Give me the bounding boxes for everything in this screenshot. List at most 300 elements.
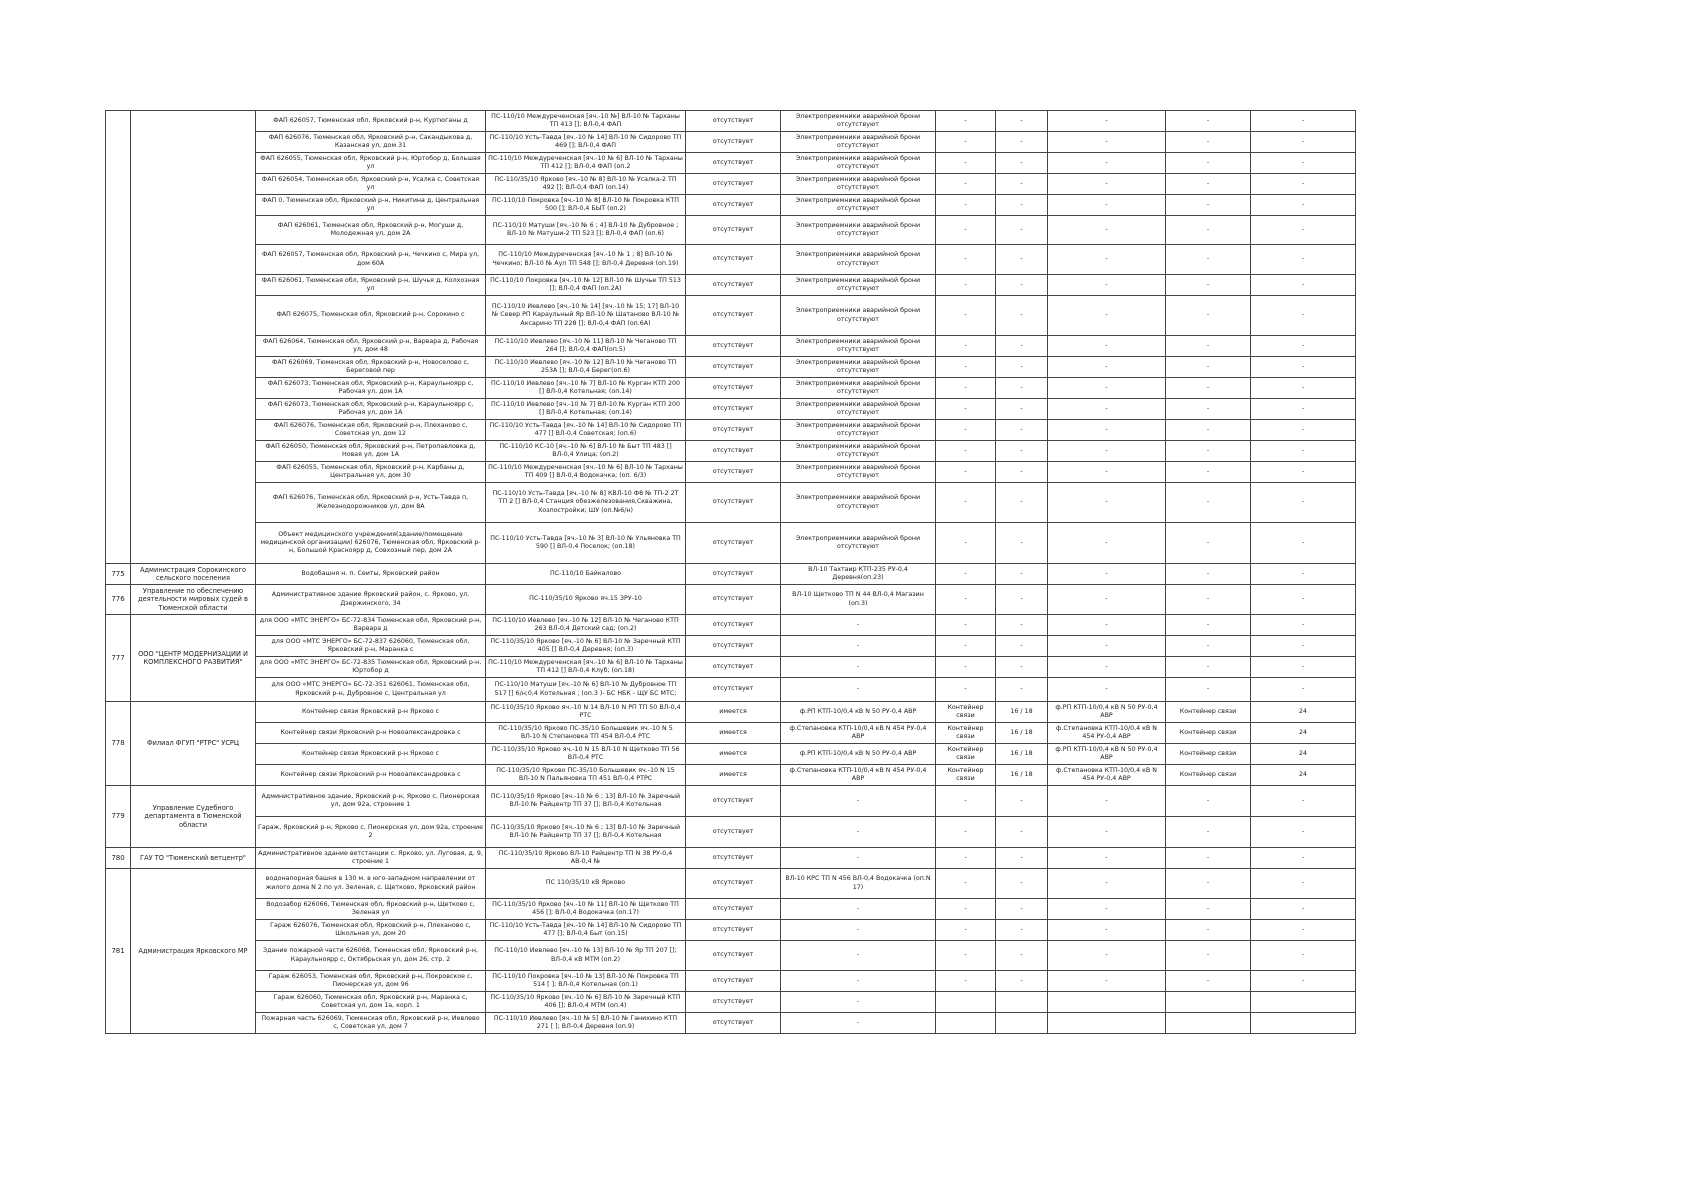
table-cell: - [996,174,1048,195]
table-cell: ПС-110/10 Междуреченская [яч.-10 № 6] ВЛ-10 № Тарханы ТП 412 [] ВЛ-0,4 Клуб; (оп.18) [486,657,686,678]
table-cell: - [1048,245,1166,275]
table-cell: - [1166,817,1251,848]
table-cell: - [1048,153,1166,174]
table-cell: - [1251,462,1356,483]
row-number-cell: 780 [106,848,131,869]
table-cell: - [781,1013,936,1034]
table-cell: ПС-110/35/10 Ярково [яч.-10 № 6 ; 13] ВЛ-10 № Заречный ВЛ-10 № Райцентр ТП 37 []; ВЛ-0,4 Котельная [486,817,686,848]
table-cell: ВЛ-10 Щетково ТП N 44 ВЛ-0,4 Магазин (оп.3) [781,585,936,615]
table-cell: - [936,678,996,702]
table-cell: Административное здание Ярковский район, с. Ярково, ул. Дзержинского, 34 [256,585,486,615]
table-cell: - [1251,615,1356,636]
table-cell: - [781,920,936,941]
table-cell: Контейнер связи [1166,765,1251,786]
table-cell: - [996,869,1048,899]
table-cell: Контейнер связи [1166,723,1251,744]
table-cell: - [1048,336,1166,357]
table-cell: - [1251,378,1356,399]
table-cell: - [1166,378,1251,399]
table-cell: Контейнер связи Ярковский р-н Ярково с [256,702,486,723]
table-cell: ПС-110/35/10 Ярково [яч.-10 № 8] ВЛ-10 № Усалка-2 ТП 492 []; ВЛ-0,4 ФАП (оп.14) [486,174,686,195]
table-cell: - [936,869,996,899]
table-cell: - [996,848,1048,869]
table-cell: - [996,585,1048,615]
table-cell: ПС-110/10 Иевлево [яч.-10 № 11] ВЛ-10 № Чеганово ТП 264 []; ВЛ-0,4 ФАП(оп.5) [486,336,686,357]
table-cell: Электроприемники аварийной брони отсутствуют [781,296,936,336]
table-cell: ПС-110/35/10 Ярково ПС-35/10 Большевик яч.-10 N 5 ВЛ-10 N Степановка ТП 454 ВЛ-0,4 РТС [486,723,686,744]
table-cell: ф.РП КТП-10/0,4 кВ N 50 РУ-0,4 АВР [781,702,936,723]
table-cell: Контейнер связи Ярковский р-н Новоалександровка с [256,765,486,786]
table-cell: - [1048,941,1166,971]
table-cell: 16 / 18 [996,744,1048,765]
table-cell: - [996,378,1048,399]
table-cell: - [996,132,1048,153]
table-cell: для ООО «МТС ЭНЕРГО» БС-72-837 626060, Тюменская обл, Ярковский р-н, Маранка с [256,636,486,657]
table-cell: отсутствует [686,174,781,195]
table-cell: - [1048,483,1166,523]
table-cell: - [1251,523,1356,564]
table-cell: ПС-110/35/10 Ярково [яч.-10 № 6] ВЛ-10 № Заречный КТП 406 []; ВЛ-0,4 МТМ (оп.4) [486,992,686,1013]
table-cell: ФАП 626057, Тюменская обл, Ярковский р-н, Куртюганы д [256,111,486,132]
table-cell: - [996,817,1048,848]
table-cell: ПС-110/10 Иевлево [яч.-10 № 12] ВЛ-10 № Чеганово КТП 263 ВЛ-0,4 Детский сад; (оп.2) [486,615,686,636]
table-row [106,723,1356,744]
table-cell: Электроприемники аварийной брони отсутствуют [781,523,936,564]
table-cell: ПС-110/10 Матуши [яч.-10 № 6] ВЛ-10 № Дубровное ТП 517 [] 6/н;0,4 Котельная ; (оп.3 )- БС НБК - ЩУ БС МТС; [486,678,686,702]
organization-cell: Управление Судебного департамента в Тюменской области [131,786,256,848]
table-cell: ФАП 0, Тюменская обл, Ярковский р-н, Никитина д, Центральная ул [256,195,486,216]
table-cell: - [781,657,936,678]
table-cell: - [1048,399,1166,420]
table-cell: ПС-110/10 Иевлево [яч.-10 № 12] ВЛ-10 № Чеганово ТП 253А []; ВЛ-0,4 Берег(оп.6) [486,357,686,378]
table-cell: - [1166,153,1251,174]
table-cell: - [1166,786,1251,817]
table-cell: - [1048,786,1166,817]
table-cell: ПС-110/10 Усть-Тавда [яч.-10 № 3] ВЛ-10 № Ульяновка ТП 590 [] ВЛ-0,4 Поселок; (оп.18) [486,523,686,564]
table-cell: для ООО «МТС ЭНЕРГО» БС-72-834 Тюменская обл, Ярковский р-н, Варвара д [256,615,486,636]
table-cell: ПС-110/10 Усть-Тавда [яч.-10 № 14] ВЛ-10 № Сидорово ТП 477 [] ВЛ-0,4 Советская; (оп.6) [486,420,686,441]
table-cell: ПС-110/35/10 Ярково яч.-10 N 15 ВЛ-10 N Щетково ТП 56 ВЛ-0,4 РТС [486,744,686,765]
table-cell: - [1166,357,1251,378]
table-cell [1166,1013,1251,1034]
table-cell: отсутствует [686,153,781,174]
table-cell: отсутствует [686,483,781,523]
organization-cell: Администрация Сорокинского сельского поселения [131,564,256,585]
table-cell: - [936,483,996,523]
table-cell: - [1048,869,1166,899]
table-cell: - [1166,920,1251,941]
table-row [106,941,1356,971]
table-cell: Контейнер связи [1166,702,1251,723]
table-cell: - [1251,657,1356,678]
table-cell: - [936,132,996,153]
table-row [106,174,1356,195]
table-cell: ф.Степановка КТП-10/0,4 кВ N 454 РУ-0,4 АВР [781,765,936,786]
table-row [106,765,1356,786]
table-cell: - [996,111,1048,132]
table-cell: - [781,899,936,920]
table-cell: - [996,245,1048,275]
table-cell: - [936,817,996,848]
table-cell [1251,1013,1356,1034]
table-cell: Гараж 626053, Тюменская обл, Ярковский р-н, Покровское с, Пионерская ул, дом 96 [256,971,486,992]
table-cell: для ООО «МТС ЭНЕРГО» БС-72-835 Тюменская обл, Ярковский р-н, Юртобор д [256,657,486,678]
table-cell: - [1166,678,1251,702]
table-row [106,585,1356,615]
table-cell: - [936,615,996,636]
table-cell: - [936,585,996,615]
row-number-cell: 777 [106,615,131,702]
table-cell: - [1251,636,1356,657]
table-cell: - [936,523,996,564]
table-cell: ПС-110/10 Иевлево [яч.-10 № 13] ВЛ-10 № Яр ТП 207 []; ВЛ-0,4 кВ МТМ (оп.2) [486,941,686,971]
table-row [106,657,1356,678]
table-cell: ф.РП КТП-10/0,4 кВ N 50 РУ-0,4 АВР [1048,702,1166,723]
table-cell: отсутствует [686,899,781,920]
table-cell [996,992,1048,1013]
table-cell: ПС-110/35/10 Ярково яч.-10 N 14 ВЛ-10 N РП ТП 50 ВЛ-0,4 РТС [486,702,686,723]
table-cell: - [1048,195,1166,216]
table-cell: - [1251,174,1356,195]
table-cell: отсутствует [686,1013,781,1034]
table-cell: - [1251,399,1356,420]
table-row [106,399,1356,420]
table-cell: - [1048,920,1166,941]
table-row [106,1013,1356,1034]
table-cell: 24 [1251,723,1356,744]
table-cell: - [1166,195,1251,216]
table-cell: ПС 110/35/10 кВ Ярково [486,869,686,899]
table-cell: - [1166,132,1251,153]
table-cell: - [1048,899,1166,920]
table-cell: - [1048,564,1166,585]
table-cell: отсутствует [686,585,781,615]
table-cell: - [1251,336,1356,357]
table-cell: - [1166,615,1251,636]
table-cell: - [1166,564,1251,585]
table-cell: - [936,111,996,132]
table-cell: ПС-110/35/10 Ярково [яч.-10 № 11] ВЛ-10 № Щетково ТП 456 []; ВЛ-0,4 Водокачка (оп.17) [486,899,686,920]
table-cell: - [1048,523,1166,564]
table-cell: - [996,786,1048,817]
table-cell: - [936,245,996,275]
table-cell: - [1251,275,1356,296]
table-cell: - [936,336,996,357]
table-cell: ПС-110/10 Иевлево [яч.-10 № 5] ВЛ-10 № Ганихино КТП 271 [ ]; ВЛ-0,4 Деревня (оп.9) [486,1013,686,1034]
table-cell: - [1166,275,1251,296]
table-cell: - [936,462,996,483]
table-cell: Контейнер связи Ярковский р-н Ярково с [256,744,486,765]
table-cell [936,1013,996,1034]
table-cell: - [1251,817,1356,848]
table-cell: Электроприемники аварийной брони отсутствуют [781,153,936,174]
table-cell: ФАП 626075, Тюменская обл, Ярковский р-н, Сорокино с [256,296,486,336]
table-cell: - [1166,336,1251,357]
row-number-cell: 775 [106,564,131,585]
table-row [106,920,1356,941]
table-cell: - [1251,941,1356,971]
table-cell: отсутствует [686,296,781,336]
table-cell: для ООО «МТС ЭНЕРГО» БС-72-351 626061, Тюменская обл, Ярковский р-н, Дубровное с, Центральная ул [256,678,486,702]
table-cell: ПС-110/10 Иевлево [яч.-10 № 7] ВЛ-10 № Курган КТП 200 [] ВЛ-0,4 Котельная; (оп.14) [486,378,686,399]
table-row [106,564,1356,585]
table-cell: - [936,195,996,216]
table-cell: - [1048,132,1166,153]
table-row [106,420,1356,441]
table-cell: имеется [686,765,781,786]
table-cell: - [1251,111,1356,132]
table-cell: - [1166,111,1251,132]
table-row [106,636,1356,657]
table-cell: Электроприемники аварийной брони отсутствуют [781,441,936,462]
table-cell: ФАП 626073, Тюменская обл, Ярковский р-н, Караульноярр с, Рабочая ул, дом 1А [256,378,486,399]
table-cell: ПС-110/10 Междуреченская [яч.-10 № 1 ; 8] ВЛ-10 № Чечкино; ВЛ-10 № Аул ТП 548 []; ВЛ-0,4 Деревня (оп.19) [486,245,686,275]
organization-cell: ООО "ЦЕНТР МОДЕРНИЗАЦИИ И КОМПЛЕКСНОГО РАЗВИТИЯ" [131,615,256,702]
table-cell: - [1166,296,1251,336]
table-cell: - [1251,678,1356,702]
table-cell: ФАП 626073, Тюменская обл, Ярковский р-н, Караульноярр с, Рабочая ул, дом 1А [256,399,486,420]
table-cell: - [1048,275,1166,296]
table-cell: Электроприемники аварийной брони отсутствуют [781,195,936,216]
table-row [106,216,1356,245]
table-row [106,111,1356,132]
table-cell: ФАП 626055, Тюменская обл, Ярковский р-н, Карбаны д, Центральная ул, дом 30 [256,462,486,483]
table-cell: ВЛ-10 Тахтаир КТП-235 РУ-0,4 Деревня(оп.23) [781,564,936,585]
table-row [106,462,1356,483]
table-row [106,336,1356,357]
table-row [106,357,1356,378]
table-cell: отсутствует [686,275,781,296]
table-cell: Контейнер связи Ярковский р-н Новоалександровка с [256,723,486,744]
table-cell: - [996,920,1048,941]
table-row [106,378,1356,399]
table-cell: - [1166,523,1251,564]
table-cell: Электроприемники аварийной брони отсутствуют [781,245,936,275]
table-cell: ФАП 626061, Тюменская обл, Ярковский р-н, Шучья д, Колхозная ул [256,275,486,296]
table-cell: - [1251,357,1356,378]
table-cell: - [1251,483,1356,523]
table-cell: - [1251,564,1356,585]
table-cell: ф.РП КТП-10/0,4 кВ N 50 РУ-0,4 АВР [781,744,936,765]
table-cell: отсутствует [686,848,781,869]
table-row [106,744,1356,765]
table-cell: отсутствует [686,245,781,275]
table-cell: - [936,174,996,195]
table-cell: Контейнер связи [936,765,996,786]
table-cell: - [781,992,936,1013]
table-row [106,483,1356,523]
table-cell: Электроприемники аварийной брони отсутствуют [781,378,936,399]
table-cell: 16 / 18 [996,723,1048,744]
table-cell: - [1251,441,1356,462]
table-cell: - [996,636,1048,657]
table-cell: ПС-110/35/10 Ярково ПС-35/10 Большевик яч.-10 N 15 ВЛ-10 N Пальяновка ТП 451 ВЛ-0,4 РТРС [486,765,686,786]
table-cell: ФАП 626076, Тюменская обл, Ярковский р-н, Плеханово с, Советская ул, дом 12 [256,420,486,441]
table-cell: отсутствует [686,357,781,378]
table-cell: - [996,275,1048,296]
power-supply-table [105,110,1356,1034]
row-number-cell: 778 [106,702,131,786]
table-cell: Административное здание, Ярковский р-н, Ярково с, Пионерская ул, дом 92а, строение 1 [256,786,486,817]
table-cell: - [1048,848,1166,869]
table-cell: - [936,378,996,399]
table-cell: - [996,657,1048,678]
table-cell: ФАП 626057, Тюменская обл, Ярковский р-н, Чечкино с, Мира ул, дом 60А [256,245,486,275]
table-cell: - [996,899,1048,920]
table-cell: - [1166,245,1251,275]
table-row [106,817,1356,848]
table-cell: отсутствует [686,869,781,899]
table-cell: - [936,848,996,869]
table-cell: - [1166,899,1251,920]
table-cell: - [936,636,996,657]
table-cell: - [1166,657,1251,678]
table-cell: - [1048,462,1166,483]
table-cell: - [1048,296,1166,336]
table-cell: ФАП 626064, Тюменская обл, Ярковский р-н, Варвара д, Рабочая ул, дом 48 [256,336,486,357]
table-cell: ПС-110/10 Покровка [яч.-10 № 13] ВЛ-10 № Покровка ТП 514 [ ]; ВЛ-0,4 Котельная (оп.1) [486,971,686,992]
table-cell: отсутствует [686,216,781,245]
table-row [106,786,1356,817]
table-cell: 16 / 18 [996,765,1048,786]
table-cell: - [781,615,936,636]
table-cell: Электроприемники аварийной брони отсутствуют [781,399,936,420]
table-cell: - [1251,920,1356,941]
table-row [106,275,1356,296]
table-cell: отсутствует [686,920,781,941]
table-cell: - [1166,971,1251,992]
table-cell: - [996,195,1048,216]
table-cell: 16 / 18 [996,702,1048,723]
table-cell: - [781,678,936,702]
table-cell: ФАП 626054, Тюменская обл, Ярковский р-н, Усалка с, Советская ул [256,174,486,195]
table-cell: 24 [1251,765,1356,786]
table-cell: - [996,441,1048,462]
table-cell: ФАП 626069, Тюменская обл, Ярковский р-н, Новоселово с, Береговой пер [256,357,486,378]
table-cell: Объект медицинского учреждения(здание/помещение медицинской организации) 626076, Тюменская обл, Ярковский р-н, Большой Красноярр д, Совхозный пер, дом 2А [256,523,486,564]
table-cell: ПС-110/10 КС-10 [яч.-10 № 6] ВЛ-10 № Быт ТП 483 [] ВЛ-0,4 Улица; (оп.2) [486,441,686,462]
table-cell: - [996,971,1048,992]
table-cell: - [1048,441,1166,462]
table-row [106,992,1356,1013]
table-cell [1048,992,1166,1013]
organization-cell: Администрация Ярковского МР [131,869,256,1034]
table-cell: - [1251,899,1356,920]
table-cell: Электроприемники аварийной брони отсутствуют [781,132,936,153]
table-cell: отсутствует [686,132,781,153]
table-cell: - [1251,971,1356,992]
table-cell: Электроприемники аварийной брони отсутствуют [781,420,936,441]
table-cell: - [996,523,1048,564]
row-number-cell: 776 [106,585,131,615]
table-cell: ПС-110/35/10 Ярково [яч.-10 № 6 ; 13] ВЛ-10 № Заречный ВЛ-10 № Райцентр ТП 37 []; ВЛ-0,4 Котельная [486,786,686,817]
table-cell: - [996,678,1048,702]
table-cell: - [996,420,1048,441]
table-cell: ПС-110/10 Усть-Тавда [яч.-10 № 8] КВЛ-10 Ф8 № ТП-2 2Т ТП 2 [] ВЛ-0,4 Станция обезжелезования,Скважина, Хозпостройки; ШУ (оп.№6/н) [486,483,686,523]
table-cell: Пожарная часть 626069, Тюменская обл, Ярковский р-н, Иевлево с, Советская ул, дом 7 [256,1013,486,1034]
table-cell: - [1048,420,1166,441]
table-cell: Контейнер связи [936,702,996,723]
table-cell: - [1048,174,1166,195]
table-row [106,245,1356,275]
table-cell: - [996,462,1048,483]
table-cell: водонапорная башня в 130 м. в юго-западном направлении от жилого дома N 2 по ул. Зеленая, с. Щетково, Ярковский район [256,869,486,899]
table-cell: отсутствует [686,378,781,399]
table-cell: Электроприемники аварийной брони отсутствуют [781,275,936,296]
table-cell: ПС-110/10 Покровка [яч.-10 № 12] ВЛ-10 № Шучье ТП 513 []; ВЛ-0,4 ФАП (оп.2А) [486,275,686,296]
table-cell: - [936,296,996,336]
table-cell: - [1251,153,1356,174]
table-cell: Контейнер связи [936,723,996,744]
table-cell: - [1048,971,1166,992]
table-cell: Гараж 626076, Тюменская обл, Ярковский р-н, Плеханово с, Школьная ул, дом 20 [256,920,486,941]
table-cell: - [1166,636,1251,657]
table-row [106,441,1356,462]
table-cell: ПС-110/10 Междуреченская [яч.-10 № 6] ВЛ-10 № Тарханы ТП 409 [] ВЛ-0,4 Водокачка; (оп. 6/3) [486,462,686,483]
table-cell: - [996,399,1048,420]
table-cell: ПС-110/10 Междуреченская [яч.-10 № 6] ВЛ-10 № Тарханы ТП 412 []; ВЛ-0,4 ФАП (оп.2 [486,153,686,174]
table-cell: - [996,153,1048,174]
table-cell: - [1048,657,1166,678]
table-cell: - [996,941,1048,971]
table-cell: - [936,941,996,971]
table-cell: - [1251,132,1356,153]
table-cell: - [1251,869,1356,899]
table-cell: - [996,296,1048,336]
table-cell: отсутствует [686,636,781,657]
table-cell: - [1251,585,1356,615]
table-cell: отсутствует [686,971,781,992]
table-cell: - [936,920,996,941]
table-cell: отсутствует [686,111,781,132]
table-cell: - [996,615,1048,636]
table-cell: Здание пожарной части 626068, Тюменская обл, Ярковский р-н, Караульноярр с, Октябрьская ул, дом 26, стр. 2 [256,941,486,971]
table-cell: ПС-110/10 Иевлево [яч.-10 № 7] ВЛ-10 № Курган КТП 200 [] ВЛ-0,4 Котельная; (оп.14) [486,399,686,420]
table-cell [1251,992,1356,1013]
table-cell: - [1166,462,1251,483]
table-cell: - [1166,399,1251,420]
table-cell: - [936,153,996,174]
table-body [106,111,1356,1034]
table-cell: - [781,786,936,817]
table-row [106,132,1356,153]
table-cell: отсутствует [686,420,781,441]
table-cell: имеется [686,744,781,765]
table-cell: - [996,357,1048,378]
table-cell: - [1251,195,1356,216]
table-cell: отсутствует [686,615,781,636]
table-cell: отсутствует [686,523,781,564]
table-cell: - [1166,848,1251,869]
table-cell: - [1166,174,1251,195]
table-cell: - [1251,216,1356,245]
table-cell: - [1251,420,1356,441]
table-cell: ФАП 626050, Тюменская обл, Ярковский р-н, Петропавловка д, Новая ул, дом 1А [256,441,486,462]
table-cell: ф.Степановка КТП-10/0,4 кВ N 454 РУ-0,4 АВР [781,723,936,744]
organization-cell: ГАУ ТО "Тюменский ветцентр" [131,848,256,869]
table-cell: отсутствует [686,462,781,483]
table-cell: ПС-110/10 Байкалово [486,564,686,585]
table-cell: отсутствует [686,195,781,216]
table-cell: - [936,564,996,585]
table-cell: - [1048,817,1166,848]
organization-cell [131,111,256,564]
table-cell: ПС-110/10 Покровка [яч.-10 № 8] ВЛ-10 № Покровка КТП 500 []; ВЛ-0,4 БЫТ (оп.2) [486,195,686,216]
table-cell: - [1166,420,1251,441]
table-row [106,615,1356,636]
table-cell: ПС-110/10 Иевлево [яч.-10 № 14] [яч.-10 № 15; 17] ВЛ-10 № Север РП Караульный Яр ВЛ-10 № Шатаново ВЛ-10 № Аксарино ТП 228 []; ВЛ-0,4 ФАП (оп.6А) [486,296,686,336]
table-row [106,195,1356,216]
